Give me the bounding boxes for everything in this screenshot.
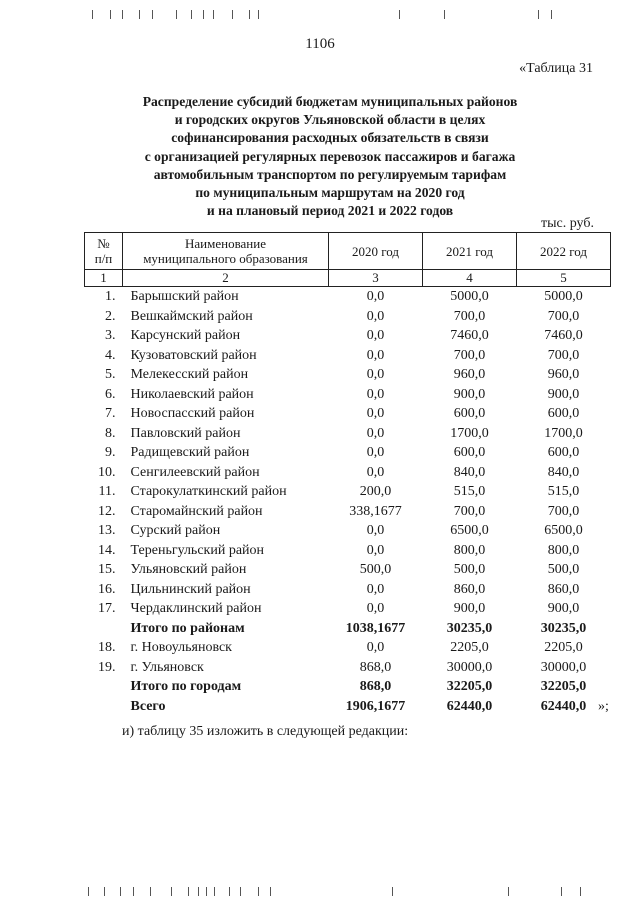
- row-number: 12.: [98, 503, 116, 519]
- scan-mark: [206, 887, 207, 896]
- table-row: [85, 326, 611, 346]
- scan-mark: [92, 10, 93, 19]
- scan-mark: [551, 10, 552, 19]
- scan-mark: [213, 10, 214, 19]
- value-2022: 800,0: [547, 542, 580, 558]
- table-body: [85, 287, 611, 717]
- row-number: 13.: [98, 523, 116, 538]
- municipality-name: Барышский район: [130, 289, 239, 304]
- table-row: [85, 580, 611, 600]
- scan-mark: [176, 10, 177, 19]
- column-number: 1: [85, 270, 123, 287]
- row-number: 7.: [105, 406, 116, 421]
- title-line: Распределение субсидий бюджетам муниципальных районов: [142, 94, 518, 109]
- value-2020: 1038,1677: [345, 620, 406, 636]
- value-2021: 600,0: [453, 406, 486, 421]
- scan-mark: [133, 887, 134, 896]
- municipality-name: Сенгилеевский район: [130, 464, 260, 480]
- value-2020: 1906,1677: [345, 698, 406, 714]
- municipality-name: Николаевский район: [130, 386, 254, 402]
- scan-mark: [139, 10, 140, 19]
- value-2022: 900,0: [547, 601, 580, 616]
- value-2021: 7460,0: [450, 328, 489, 343]
- value-2020: 0,0: [366, 601, 385, 616]
- municipality-name: Мелекесский район: [130, 367, 249, 382]
- total-row: [85, 677, 611, 697]
- table-header: [85, 233, 611, 287]
- scan-mark: [240, 887, 241, 896]
- value-2020: 338,1677: [349, 503, 402, 519]
- scan-mark: [88, 887, 89, 896]
- scan-mark: [399, 10, 400, 19]
- municipality-name: г. Ульяновск: [130, 659, 204, 675]
- value-2022: 32205,0: [540, 679, 587, 694]
- scan-mark: [229, 887, 230, 896]
- value-2021: 1700,0: [450, 425, 489, 441]
- value-2022: 600,0: [547, 406, 580, 421]
- value-2022: 30000,0: [540, 659, 587, 675]
- header-2022: 2022 год: [517, 233, 611, 270]
- row-number: 10.: [98, 464, 116, 480]
- header-row: [85, 233, 611, 270]
- row-number: 5.: [105, 367, 116, 382]
- scan-mark: [188, 887, 189, 896]
- title-line: по муниципальным маршрутам на 2020 год: [195, 185, 465, 201]
- value-2021: 600,0: [453, 445, 486, 460]
- value-2020: 0,0: [366, 308, 385, 324]
- value-2021: 500,0: [453, 562, 486, 577]
- value-2020: 0,0: [366, 581, 385, 597]
- value-2021: 800,0: [453, 542, 486, 558]
- value-2021: 960,0: [453, 367, 486, 382]
- header-number: [85, 233, 123, 270]
- scan-mark: [214, 887, 215, 896]
- header-2020: 2020 год: [329, 233, 423, 270]
- scan-mark: [249, 10, 250, 19]
- total-row: [85, 697, 611, 717]
- page-number: 1106: [305, 36, 335, 52]
- value-2021: 860,0: [453, 581, 486, 597]
- total-row: [85, 619, 611, 639]
- row-number: 2.: [105, 308, 116, 324]
- row-number: [85, 677, 123, 697]
- municipality-name: Сурский район: [130, 523, 221, 538]
- title-line: и на плановый период 2021 и 2022 годов: [206, 203, 454, 219]
- table-row: [85, 560, 611, 580]
- row-number: 1.: [105, 289, 116, 304]
- scan-mark: [258, 887, 259, 896]
- municipality-name: Всего: [130, 698, 166, 714]
- municipality-name: Вешкаймский район: [130, 308, 253, 324]
- table-row: [85, 541, 611, 561]
- row-number: 11.: [98, 484, 116, 499]
- column-number-row: [85, 270, 611, 287]
- closing-mark: »;: [598, 699, 609, 714]
- column-number: 4: [423, 270, 517, 287]
- row-number: 17.: [98, 601, 116, 616]
- scan-mark: [171, 887, 172, 896]
- value-2021: 32205,0: [446, 679, 493, 694]
- header-name-line1: Наименование: [185, 236, 266, 251]
- value-2021: 700,0: [453, 308, 486, 324]
- value-2022: 5000,0: [544, 289, 583, 304]
- title-line: софинансирования расходных обязательств в связи: [171, 130, 489, 146]
- value-2022: 6500,0: [544, 523, 583, 538]
- value-2021: 30235,0: [446, 620, 493, 636]
- value-2022: 960,0: [547, 367, 580, 382]
- scan-mark: [508, 887, 509, 896]
- row-number: 8.: [105, 425, 116, 441]
- column-number: 2: [123, 270, 329, 287]
- municipality-name: Карсунский район: [130, 328, 241, 343]
- subsidy-table: [84, 232, 611, 716]
- value-2021: 700,0: [453, 503, 486, 519]
- table-caption: «Таблица 31: [519, 61, 593, 76]
- value-2020: 0,0: [366, 347, 385, 363]
- value-2022: 700,0: [547, 308, 580, 324]
- value-2020: 0,0: [366, 367, 385, 382]
- scan-mark: [120, 887, 121, 896]
- scan-mark: [232, 10, 233, 19]
- municipality-name: Цильнинский район: [130, 581, 251, 597]
- scan-mark: [110, 10, 111, 19]
- scan-mark: [198, 887, 199, 896]
- column-number: 5: [517, 270, 611, 287]
- scan-mark: [392, 887, 393, 896]
- municipality-name: Ульяновский район: [130, 562, 247, 577]
- value-2021: 6500,0: [450, 523, 489, 538]
- value-2022: 900,0: [547, 386, 580, 402]
- row-number: 14.: [98, 542, 116, 558]
- value-2020: 0,0: [366, 328, 385, 343]
- table-row: [85, 443, 611, 463]
- municipality-name: Итого по районам: [130, 620, 245, 636]
- scan-mark: [270, 887, 271, 896]
- title-line: автомобильным транспортом по регулируемым тарифам: [153, 166, 507, 182]
- value-2020: 0,0: [366, 406, 385, 421]
- value-2022: 860,0: [547, 581, 580, 597]
- value-2022: 500,0: [547, 562, 580, 577]
- row-number: 16.: [98, 581, 116, 597]
- table-row: [85, 287, 611, 307]
- units-label: тыс. руб.: [541, 216, 594, 231]
- table-row: [85, 502, 611, 522]
- municipality-name: Тереньгульский район: [130, 542, 265, 558]
- municipality-name: Старомайнский район: [130, 503, 263, 519]
- value-2022: 840,0: [547, 464, 580, 480]
- value-2020: 868,0: [359, 679, 392, 694]
- scan-mark: [258, 10, 259, 19]
- table-row: [85, 638, 611, 658]
- table-row: [85, 385, 611, 405]
- value-2021: 900,0: [453, 601, 486, 616]
- title-line: и городских округов Ульяновской области в целях: [174, 112, 486, 128]
- municipality-name: Радищевский район: [130, 445, 250, 460]
- value-2022: 515,0: [547, 484, 580, 499]
- scan-mark: [203, 10, 204, 19]
- table-row: [85, 365, 611, 385]
- value-2020: 200,0: [359, 484, 392, 499]
- value-2020: 0,0: [366, 464, 385, 480]
- value-2022: 2205,0: [544, 640, 583, 655]
- scan-mark: [580, 887, 581, 896]
- value-2021: 515,0: [453, 484, 486, 499]
- table-row: [85, 521, 611, 541]
- value-2021: 5000,0: [450, 289, 489, 304]
- header-number-line1: №: [97, 236, 110, 251]
- value-2020: 0,0: [366, 542, 385, 558]
- table-row: [85, 307, 611, 327]
- value-2021: 62440,0: [446, 698, 493, 714]
- value-2022: 30235,0: [540, 620, 587, 636]
- value-2020: 868,0: [359, 659, 392, 675]
- table-row: [85, 482, 611, 502]
- scan-mark: [444, 10, 445, 19]
- value-2022: 7460,0: [544, 328, 583, 343]
- value-2022: 1700,0: [544, 425, 583, 441]
- municipality-name: Павловский район: [130, 425, 241, 441]
- value-2020: 0,0: [366, 523, 385, 538]
- header-name-line2: муниципального образования: [143, 251, 308, 266]
- value-2020: 0,0: [366, 640, 385, 655]
- value-2021: 2205,0: [450, 640, 489, 655]
- value-2021: 840,0: [453, 464, 486, 480]
- row-number: [85, 697, 123, 717]
- value-2022: 62440,0: [540, 698, 587, 714]
- header-2021: 2021 год: [423, 233, 517, 270]
- municipality-name: г. Новоульяновск: [130, 640, 232, 655]
- next-item-text: и) таблицу 35 изложить в следующей редакции:: [122, 724, 409, 739]
- row-number: 6.: [105, 386, 116, 402]
- table-row: [85, 424, 611, 444]
- value-2022: 700,0: [547, 503, 580, 519]
- table-row: [85, 599, 611, 619]
- scan-mark: [191, 10, 192, 19]
- row-number: 15.: [98, 562, 116, 577]
- row-number: 19.: [98, 659, 116, 675]
- municipality-name: Кузоватовский район: [130, 347, 257, 363]
- value-2020: 0,0: [366, 425, 385, 441]
- value-2020: 0,0: [366, 445, 385, 460]
- title-line: с организацией регулярных перевозок пассажиров и багажа: [144, 148, 516, 164]
- value-2021: 30000,0: [446, 659, 493, 675]
- row-number: 18.: [98, 640, 116, 655]
- header-name: [123, 233, 329, 270]
- municipality-name: Итого по городам: [130, 679, 242, 694]
- value-2020: 0,0: [366, 289, 385, 304]
- value-2022: 700,0: [547, 347, 580, 363]
- row-number: 3.: [105, 328, 116, 343]
- value-2020: 0,0: [366, 386, 385, 402]
- value-2022: 600,0: [547, 445, 580, 460]
- value-2021: 900,0: [453, 386, 486, 402]
- column-number: 3: [329, 270, 423, 287]
- scan-mark: [104, 887, 105, 896]
- scan-mark: [150, 887, 151, 896]
- scan-mark: [538, 10, 539, 19]
- scan-mark: [561, 887, 562, 896]
- table-row: [85, 404, 611, 424]
- municipality-name: Новоспасский район: [130, 406, 255, 421]
- scan-mark: [122, 10, 123, 19]
- header-number-line2: п/п: [94, 251, 113, 266]
- row-number: 4.: [105, 347, 116, 363]
- scan-mark: [152, 10, 153, 19]
- row-number: [85, 619, 123, 639]
- table-row: [85, 463, 611, 483]
- document-title: [110, 93, 550, 220]
- municipality-name: Чердаклинский район: [130, 601, 262, 616]
- value-2021: 700,0: [453, 347, 486, 363]
- municipality-name: Старокулаткинский район: [130, 484, 287, 499]
- table-row: [85, 658, 611, 678]
- value-2020: 500,0: [359, 562, 392, 577]
- table-row: [85, 346, 611, 366]
- row-number: 9.: [105, 445, 116, 460]
